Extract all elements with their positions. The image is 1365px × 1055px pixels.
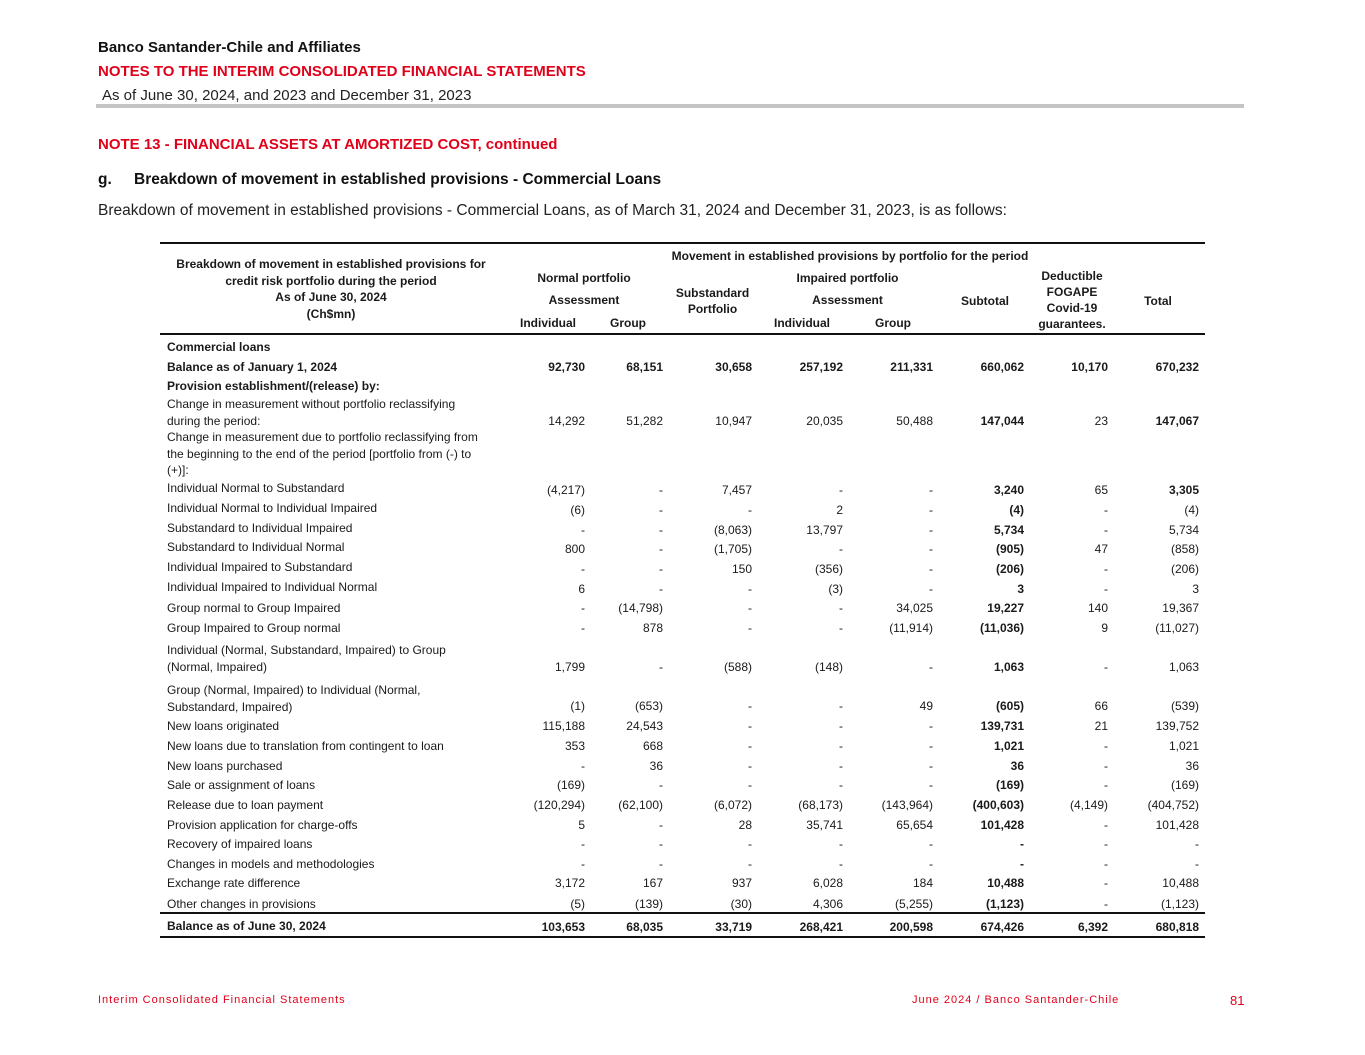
table-cell: 184 [912,876,933,890]
row-label: Individual Impaired to Individual Normal [167,580,378,594]
table-cell: (30) [730,897,752,911]
table-cell: - [659,818,663,832]
table-cell: 24,543 [626,719,663,733]
row-label: Provision application for charge-offs [167,818,358,832]
notes-title: NOTES TO THE INTERIM CONSOLIDATED FINANCIAL STATEMENTS [98,63,586,80]
table-cell: - [748,601,752,615]
table-cell: 5,734 [1168,523,1199,537]
table-cell: 5 [578,818,585,832]
table-cell: (139) [634,897,663,911]
table-cell: - [581,523,585,537]
row-label: Substandard to Individual Normal [167,540,345,554]
table-cell: (68,173) [798,798,843,812]
table-cell: (148) [814,660,843,674]
table-cell: - [1104,857,1108,871]
table-cell: - [659,483,663,497]
table-cell: (4,149) [1069,798,1108,812]
table-cell: - [748,837,752,851]
table-cell: 6,028 [812,876,843,890]
table-cell: - [1104,897,1108,911]
row-label: Provision establishment/(release) by: [167,379,380,393]
normal-individual-header: Individual [519,316,576,330]
table-cell: 2 [836,503,843,517]
row-label: Other changes in provisions [167,897,316,911]
normal-portfolio-header: Normal portfolio [537,271,631,285]
substandard-header [660,285,765,317]
table-cell: - [839,699,843,713]
table-cell: - [581,759,585,773]
note-title: NOTE 13 - FINANCIAL ASSETS AT AMORTIZED COST, continued [98,136,558,153]
impaired-group-header: Group [875,316,911,330]
table-cell: 670,232 [1155,360,1199,374]
table-cell: (1) [570,699,585,713]
row-label: Recovery of impaired loans [167,837,313,851]
table-cell: 36 [1010,759,1024,773]
table-cell: - [659,503,663,517]
table-cell: 937 [731,876,752,890]
header-label-line: credit risk portfolio during the period [225,273,437,288]
table-cell: - [929,562,933,576]
table-cell: (169) [556,778,585,792]
table-cell: 7,457 [721,483,752,497]
table-cell: - [748,857,752,871]
table-cell: 200,598 [889,920,933,934]
table-cell: (4,217) [546,483,585,497]
row-label: Group (Normal, Impaired) to Individual (Normal, Substandard, Impaired) [167,683,421,714]
deductible-header-line: Covid-19 [1046,301,1098,315]
table-cell: 65 [1094,483,1108,497]
table-cell: 14,292 [548,414,585,428]
table-cell: - [1104,503,1108,517]
table-cell: (5) [570,897,585,911]
table-cell: - [748,778,752,792]
table-cell: 5,734 [993,523,1024,537]
table-header-label [160,256,502,322]
table-cell: - [659,562,663,576]
row-label: Change in measurement due to portfolio reclassifying from the beginning to the end of the period [portfolio from (-) to (+)]: [167,430,478,477]
page-number: 81 [1230,993,1245,1008]
row-label: Exchange rate difference [167,876,301,890]
table-cell: - [748,759,752,773]
table-cell: - [929,759,933,773]
table-cell: - [659,660,663,674]
deductible-header-line: Deductible [1041,269,1103,283]
table-cell: - [748,719,752,733]
table-cell: 3 [1192,582,1199,596]
table-cell: (143,964) [881,798,933,812]
substandard-header-line: Substandard [675,286,750,300]
table-cell: - [1104,818,1108,832]
impaired-portfolio-header: Impaired portfolio [796,271,899,285]
deductible-header-line: guarantees. [1038,317,1106,331]
section-letter: g. [98,171,112,188]
row-label: Group normal to Group Impaired [167,601,341,615]
impaired-assessment-header: Assessment [812,293,883,307]
row-label: New loans purchased [167,759,283,773]
table-cell: 150 [731,562,752,576]
table-cell: (858) [1170,542,1199,556]
table-cell: 92,730 [548,360,585,374]
table-cell: 66 [1094,699,1108,713]
table-cell: (905) [995,542,1024,556]
intro-paragraph: Breakdown of movement in established provisions - Commercial Loans, as of March 31, 2024 and December 31, 2023, is as follows: [98,202,1007,219]
row-label: New loans due to translation from contingent to loan [167,739,444,753]
table-cell: - [581,837,585,851]
table-cell: (356) [814,562,843,576]
table-cell: 257,192 [799,360,843,374]
table-cell: - [659,837,663,851]
table-cell: (169) [1170,778,1199,792]
table-cell: - [839,601,843,615]
row-label: Substandard to Individual Impaired [167,521,353,535]
table-cell: - [839,837,843,851]
table-cell: 6,392 [1077,920,1108,934]
table-cell: 660,062 [980,360,1024,374]
table-cell: 101,428 [980,818,1024,832]
table-cell: 50,488 [896,414,933,428]
table-cell: (653) [634,699,663,713]
header-label-line: As of June 30, 2024 [275,290,387,304]
table-cell: - [659,542,663,556]
table-cell: - [929,523,933,537]
row-label: New loans originated [167,719,280,733]
table-cell: - [839,719,843,733]
table-cell: (169) [995,778,1024,792]
table-cell: (14,798) [618,601,663,615]
table-cell: 680,818 [1155,920,1199,934]
table-cell: (6) [570,503,585,517]
table-cell: 268,421 [799,920,843,934]
table-cell: 47 [1094,542,1108,556]
impaired-individual-header: Individual [773,316,830,330]
table-cell: - [839,778,843,792]
table-cell: - [929,837,933,851]
table-cell: - [929,719,933,733]
table-cell: - [929,778,933,792]
row-label: Commercial loans [167,340,271,354]
footer-right: June 2024 / Banco Santander-Chile [912,994,1120,1006]
row-label: Individual (Normal, Substandard, Impaired) to Group (Normal, Impaired) [167,643,446,674]
table-cell: - [839,739,843,753]
row-label: Individual Impaired to Substandard [167,560,353,574]
table-cell: 10,947 [715,414,752,428]
table-cell: - [748,582,752,596]
row-label: Balance as of January 1, 2024 [167,360,338,374]
table-cell: 49 [919,699,933,713]
table-cell: 68,151 [626,360,663,374]
table-cell: (206) [995,562,1024,576]
table-cell: - [929,739,933,753]
total-header: Total [1144,294,1172,308]
table-cell: 28 [738,818,752,832]
company-name: Banco Santander-Chile and Affiliates [98,39,361,56]
table-cell: 3,305 [1168,483,1199,497]
table-cell: - [1020,857,1024,871]
table-cell: - [581,562,585,576]
table-cell: 103,653 [541,920,585,934]
table-cell: 33,719 [715,920,752,934]
date-line: As of June 30, 2024, and 2023 and December 31, 2023 [102,87,472,104]
table-cell: - [1104,778,1108,792]
table-cell: 353 [564,739,585,753]
table-cell: 6 [578,582,585,596]
table-cell: (1,123) [1160,897,1199,911]
table-cell: - [929,503,933,517]
table-cell: 23 [1094,414,1108,428]
normal-group-header: Group [610,316,646,330]
row-label: Release due to loan payment [167,798,324,812]
table-cell: 65,654 [896,818,933,832]
table-cell: 139,752 [1155,719,1199,733]
table-cell: - [1104,523,1108,537]
table-cell: 3 [1017,582,1024,596]
table-cell: 10,488 [987,876,1024,890]
table-cell: - [659,857,663,871]
header-bottom-rule [160,333,1205,335]
table-cell: - [929,483,933,497]
table-cell: (8,063) [713,523,752,537]
table-cell: 211,331 [890,360,933,374]
table-cell: 668 [642,739,663,753]
table-top-rule [160,242,1205,244]
table-cell: (400,603) [972,798,1024,812]
table-cell: 800 [564,542,585,556]
footer-left: Interim Consolidated Financial Statements [98,994,346,1006]
table-cell: (404,752) [1147,798,1199,812]
table-cell: 3,172 [554,876,585,890]
table-cell: (4) [1184,503,1199,517]
table-cell: - [929,857,933,871]
table-cell: - [748,699,752,713]
table-cell: - [929,582,933,596]
table-cell: - [1195,837,1199,851]
deductible-header [1026,268,1118,332]
table-cell: 30,658 [715,360,752,374]
row-label: Individual Normal to Substandard [167,481,345,495]
table-cell: 115,188 [542,719,585,733]
table-cell: 36 [649,759,663,773]
substandard-header-line: Portfolio [687,302,738,316]
table-cell: 10,488 [1162,876,1199,890]
table-cell: (4) [1009,503,1024,517]
table-cell: - [581,857,585,871]
table-cell: - [748,621,752,635]
table-cell: (206) [1170,562,1199,576]
table-cell: 1,799 [554,660,585,674]
table-cell: - [839,759,843,773]
table-cell: (1,705) [713,542,752,556]
table-cell: 36 [1185,759,1199,773]
section-title-text: Breakdown of movement in established provisions - Commercial Loans [134,171,662,188]
table-cell: - [839,542,843,556]
table-bottom-rule [160,936,1205,938]
table-cell: 1,063 [993,660,1024,674]
table-cell: 21 [1094,719,1108,733]
table-cell: 4,306 [812,897,843,911]
table-cell: 13,797 [806,523,843,537]
subtotal-header: Subtotal [961,294,1009,308]
table-cell: 9 [1101,621,1108,635]
header-label-line: (Ch$mn) [306,306,356,321]
table-cell: - [1104,876,1108,890]
table-cell: - [929,542,933,556]
table-cell: (1,123) [985,897,1024,911]
row-label: Changes in models and methodologies [167,857,375,871]
table-cell: 51,282 [626,414,663,428]
table-cell: - [659,523,663,537]
table-cell: (605) [995,699,1024,713]
table-cell: 19,367 [1162,601,1199,615]
table-cell: - [659,778,663,792]
table-cell: 1,021 [1168,739,1199,753]
table-cell: (11,914) [889,621,933,635]
table-cell: 139,731 [980,719,1024,733]
table-cell: 140 [1087,601,1108,615]
table-cell: - [839,621,843,635]
table-cell: - [659,582,663,596]
table-cell: - [1104,837,1108,851]
table-cell: (11,027) [1155,621,1199,635]
table-cell: 147,067 [1155,414,1199,428]
row-label: Balance as of June 30, 2024 [167,919,326,933]
table-cell: 34,025 [896,601,933,615]
deductible-header-line: FOGAPE [1046,285,1098,299]
table-cell: - [839,857,843,871]
table-cell: (11,036) [979,621,1024,635]
row-label: Individual Normal to Individual Impaired [167,501,378,515]
table-cell: 20,035 [806,414,843,428]
table-cell: (3) [828,582,843,596]
table-cell: 3,240 [993,483,1024,497]
table-cell: - [1104,562,1108,576]
table-cell: - [1104,660,1108,674]
row-label: Sale or assignment of loans [167,778,316,792]
header-label-line: Breakdown of movement in established provisions for [176,257,486,271]
table-cell: 167 [642,876,663,890]
table-cell: - [1020,837,1024,851]
table-cell: - [748,739,752,753]
table-cell: 878 [642,621,663,635]
header-divider [96,104,1244,108]
table-cell: 1,063 [1168,660,1199,674]
table-cell: (6,072) [713,798,752,812]
table-cell: (62,100) [618,798,663,812]
table-cell: - [1195,857,1199,871]
row-label: Change in measurement without portfolio reclassifying during the period: [167,397,456,428]
row-label: Group Impaired to Group normal [167,621,341,635]
table-cell: 674,426 [980,920,1024,934]
table-cell: 35,741 [806,818,843,832]
table-cell: - [929,660,933,674]
table-cell: 19,227 [987,601,1024,615]
movement-header: Movement in established provisions by portfolio for the period [671,249,1029,263]
table-cell: - [1104,759,1108,773]
table-cell: 68,035 [626,920,663,934]
table-cell: - [839,483,843,497]
table-cell: - [1104,739,1108,753]
table-cell: - [748,503,752,517]
section-title [98,171,661,189]
table-cell: - [581,601,585,615]
table-cell: 147,044 [980,414,1024,428]
normal-assessment-header: Assessment [548,293,620,307]
table-cell: (5,255) [894,897,933,911]
table-cell: 101,428 [1155,818,1199,832]
table-cell: (539) [1170,699,1199,713]
table-cell: 1,021 [993,739,1024,753]
table-cell: (588) [723,660,752,674]
table-cell: 10,170 [1071,360,1108,374]
table-cell: - [581,621,585,635]
table-cell: (120,294) [533,798,585,812]
table-cell: - [1104,582,1108,596]
